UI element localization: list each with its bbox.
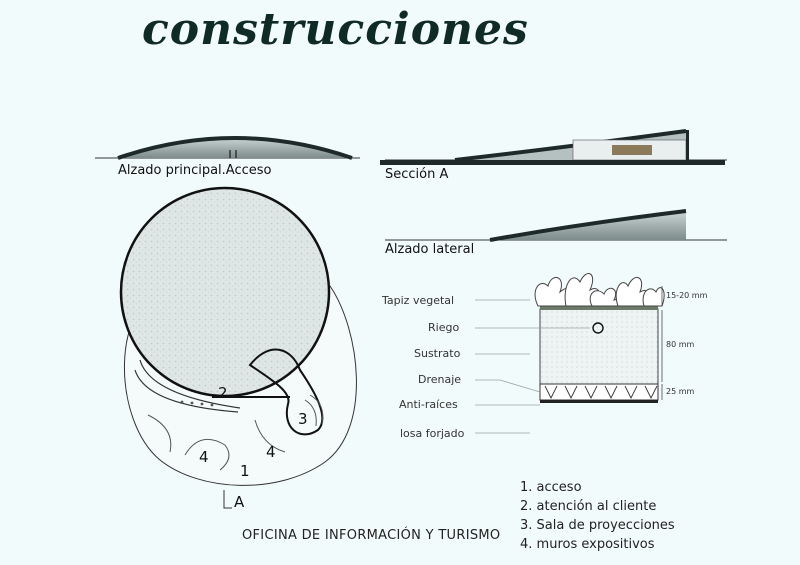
footer-caption: OFICINA DE INFORMACIÓN Y TURISMO <box>242 528 501 543</box>
drainage-layer <box>540 384 658 400</box>
floor-plan <box>121 188 356 508</box>
root-barrier-layer <box>540 400 658 403</box>
dimension-vegetal: 15-20 mm <box>666 291 708 300</box>
section-exhibit <box>612 145 652 155</box>
legend-item: 1. acceso <box>520 480 582 495</box>
section-floor-slab <box>380 160 725 165</box>
room-number-exhibit: 4 <box>266 443 276 461</box>
substrate-layer <box>540 309 658 384</box>
section-cut-marker <box>224 490 232 508</box>
layer-label-sustrato: Sustrato <box>414 347 461 360</box>
front-elevation-label: Alzado principal.Acceso <box>118 163 272 178</box>
legend-item: 4. muros expositivos <box>520 537 655 552</box>
legend <box>520 478 675 554</box>
section-a <box>380 130 727 165</box>
legend-item: 3. Sala de proyecciones <box>520 518 675 533</box>
legend-item: 2. atención al cliente <box>520 499 657 514</box>
layer-label-riego: Riego <box>428 321 460 334</box>
dimension-substrate: 80 mm <box>666 340 695 349</box>
layer-label-losa: losa forjado <box>400 427 465 440</box>
roof-layer-detail <box>475 274 664 433</box>
sheet-title: construcciones <box>142 4 529 55</box>
dimension-drainage: 25 mm <box>666 387 695 396</box>
section-a-label: Sección A <box>385 167 449 182</box>
room-number-projection: 3 <box>298 410 308 428</box>
seat-dot <box>201 403 204 406</box>
layer-label-vegetal: Tapiz vegetal <box>382 294 455 307</box>
side-elevation <box>385 211 727 240</box>
room-number-access: 1 <box>240 462 250 480</box>
vegetal-layer <box>540 306 658 310</box>
room-number-exhibit: 4 <box>199 448 209 466</box>
side-elevation-label: Alzado lateral <box>385 242 475 257</box>
seat-dot <box>211 404 214 407</box>
layer-label-anti-raices: Anti-raíces <box>399 398 458 411</box>
layer-label-drenaje: Drenaje <box>418 373 462 386</box>
plants <box>535 274 664 306</box>
front-elevation <box>95 138 360 158</box>
room-number-service: 2 <box>218 384 228 402</box>
seat-dot <box>191 402 194 405</box>
seat-dot <box>181 401 184 404</box>
section-wall <box>686 130 689 160</box>
section-marker-letter: A <box>234 493 245 511</box>
